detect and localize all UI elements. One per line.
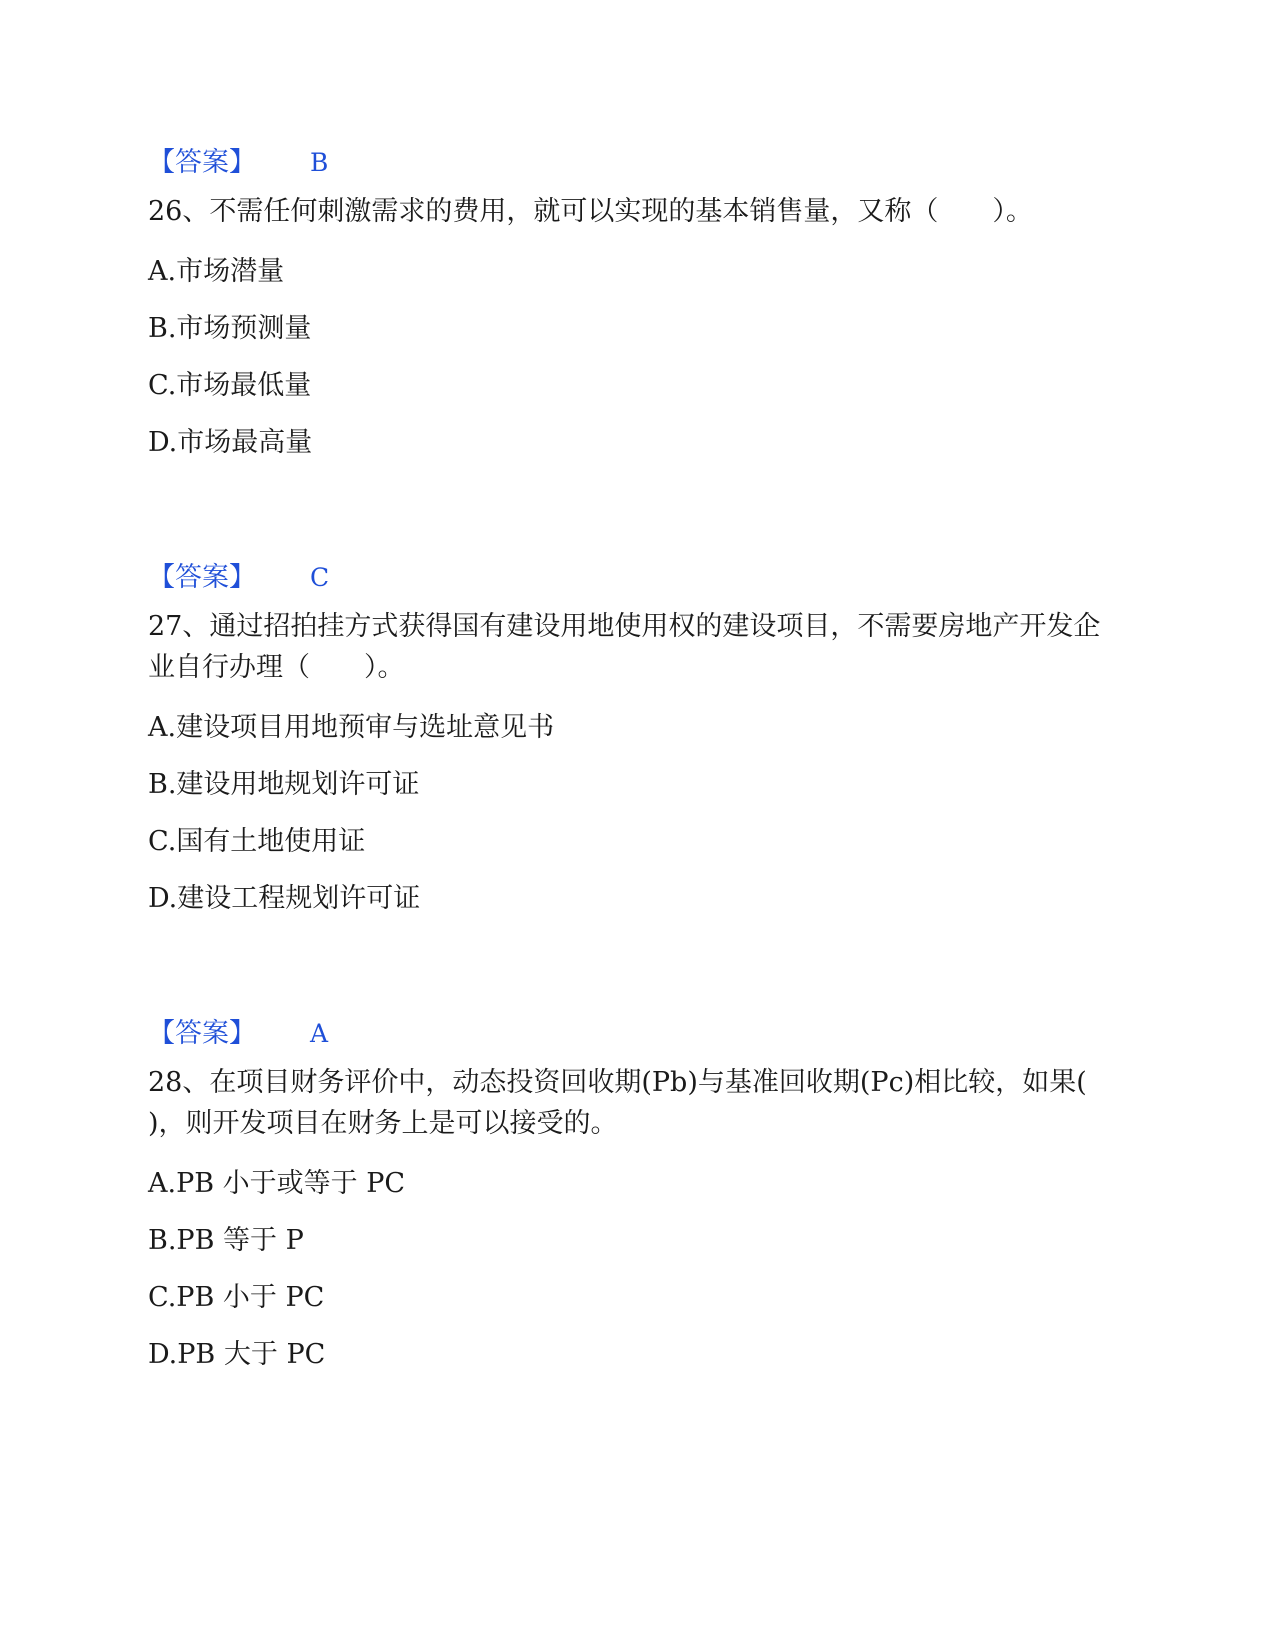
answer-value: B bbox=[310, 148, 329, 177]
option-c: C.国有土地使用证 bbox=[148, 826, 366, 857]
question-block-26 bbox=[148, 146, 1108, 460]
question-text: 28、在项目财务评价中，动态投资回收期(Pb)与基准回收期(Pc)相比较，如果( )，则开发项目在财务上是可以接受的。 bbox=[148, 1067, 1087, 1139]
question-block-27 bbox=[148, 561, 1108, 916]
option-d: D.建设工程规划许可证 bbox=[148, 883, 421, 914]
question-text: 27、通过招拍挂方式获得国有建设用地使用权的建设项目，不需要房地产开发企业自行办理（ ）。 bbox=[148, 611, 1101, 683]
question-block-28 bbox=[148, 1017, 1108, 1372]
option-d: D.市场最高量 bbox=[148, 427, 313, 458]
answer-value: C bbox=[310, 563, 330, 592]
answer-tag: 【答案】 bbox=[148, 562, 256, 593]
option-a: A.市场潜量 bbox=[148, 256, 285, 287]
option-d: D.PB 大于 PC bbox=[148, 1339, 326, 1370]
option-b: B.建设用地规划许可证 bbox=[148, 769, 420, 800]
answer-value: A bbox=[310, 1019, 329, 1048]
answer-tag: 【答案】 bbox=[148, 147, 256, 178]
answer-line bbox=[148, 146, 1108, 180]
answer-tag: 【答案】 bbox=[148, 1018, 256, 1049]
option-a: A.建设项目用地预审与选址意见书 bbox=[148, 712, 555, 743]
option-a: A.PB 小于或等于 PC bbox=[148, 1168, 406, 1199]
answer-line bbox=[148, 1017, 1108, 1051]
option-b: B.PB 等于 P bbox=[148, 1225, 304, 1256]
option-b: B.市场预测量 bbox=[148, 313, 312, 344]
question-text: 26、不需任何刺激需求的费用，就可以实现的基本销售量，又称（ ）。 bbox=[148, 196, 1033, 227]
answer-line bbox=[148, 561, 1108, 595]
option-c: C.PB 小于 PC bbox=[148, 1282, 325, 1313]
option-c: C.市场最低量 bbox=[148, 370, 312, 401]
